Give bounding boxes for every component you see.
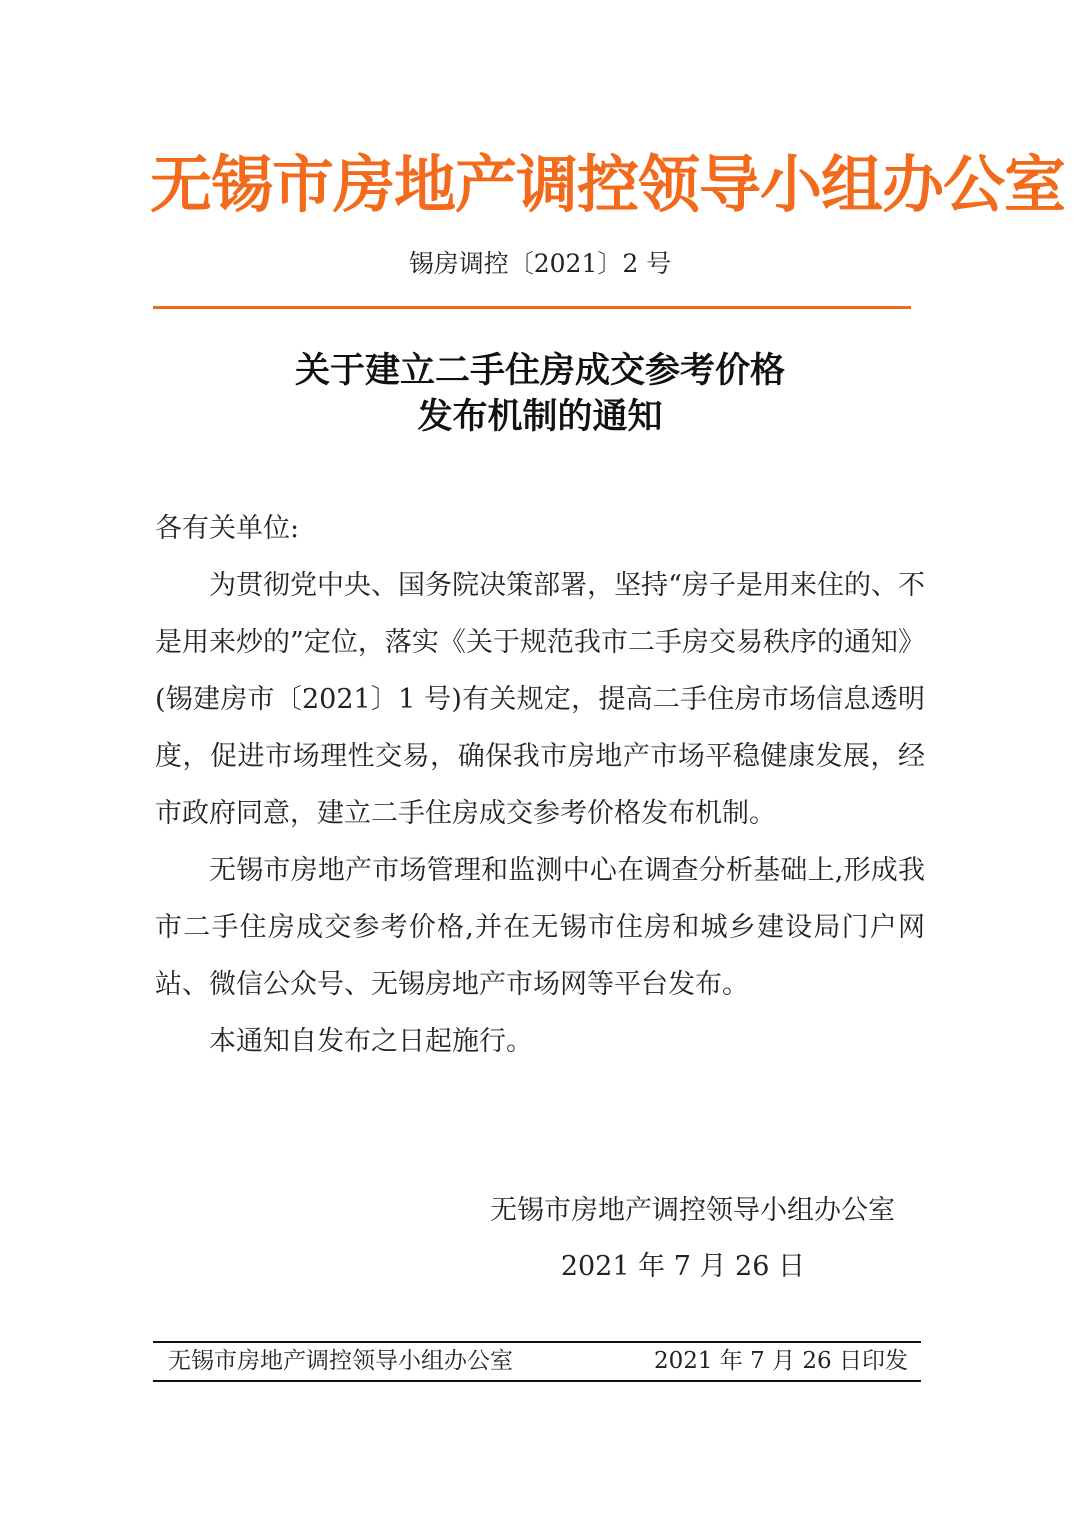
body-paragraph-1: 为贯彻党中央、国务院决策部署，坚持“房子是用来住的、不是用来炒的”定位，落实《关于规范我市二手房交易秩序的通知》(锡建房市〔2021〕1 号)有关规定，提高二手住房市场信息透明度，促进市场理性交易，确保我市房地产市场平稳健康发展，经市政府同意，建立二手住房成交参考价格发布机制。 [155, 570, 925, 829]
notice-body [155, 500, 925, 1070]
notice-title-line-1: 关于建立二手住房成交参考价格 [294, 351, 785, 391]
footer-bottom-rule [153, 1380, 921, 1382]
masthead-title: 无锡市房地产调控领导小组办公室 [150, 148, 1066, 221]
notice-title-line-2: 发布机制的通知 [417, 397, 663, 437]
body-paragraph-2: 无锡市房地产市场管理和监测中心在调查分析基础上,形成我市二手住房成交参考价格,并在无锡市住房和城乡建设局门户网站、微信公众号、无锡房地产市场网等平台发布。 [155, 855, 925, 1000]
salutation: 各有关单位: [155, 513, 300, 544]
header-divider [153, 306, 911, 309]
footer-print-date: 2021 年 7 月 26 日印发 [654, 1348, 908, 1374]
document-number: 锡房调控〔2021〕2 号 [408, 249, 672, 278]
body-paragraph-3: 本通知自发布之日起施行。 [209, 1026, 533, 1057]
signature-date: 2021 年 7 月 26 日 [560, 1251, 805, 1282]
notice-title [0, 348, 1080, 440]
footer-issuer: 无锡市房地产调控领导小组办公室 [168, 1348, 513, 1374]
signature-issuer: 无锡市房地产调控领导小组办公室 [490, 1195, 895, 1226]
